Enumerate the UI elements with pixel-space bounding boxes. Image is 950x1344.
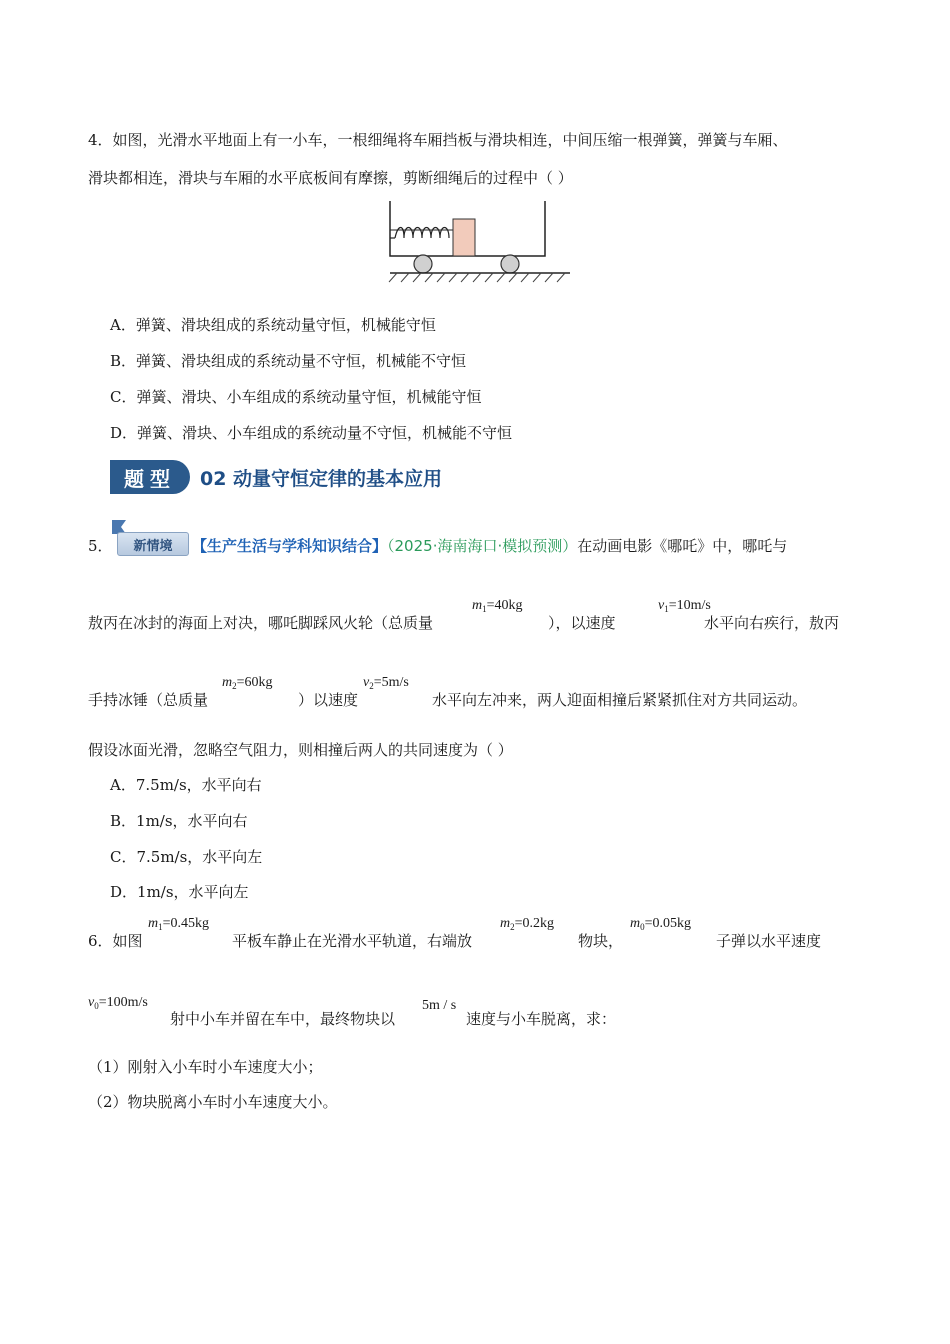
q5-v2-formula: $v_2=5m/s$ bbox=[363, 675, 409, 691]
q6-subquestion-2: （2）物块脱离小车时小车速度大小。 bbox=[88, 1093, 338, 1111]
q6-line1-a: 6．如图 bbox=[88, 932, 143, 950]
q6-line1-d: 子弹以水平速度 bbox=[716, 932, 822, 950]
q5-line4: 假设冰面光滑，忽略空气阻力，则相撞后两人的共同速度为（ ） bbox=[88, 741, 513, 759]
new-context-badge: 新情境 bbox=[117, 532, 189, 556]
q6-m2-value: =0.2kg bbox=[514, 916, 555, 931]
q6-vfinal: 5m / s bbox=[422, 998, 457, 1013]
q4-option-d: D．弹簧、滑块、小车组成的系统动量不守恒，机械能不守恒 bbox=[110, 424, 513, 442]
q5-line1 bbox=[192, 536, 787, 556]
q4-option-b: B．弹簧、滑块组成的系统动量不守恒，机械能不守恒 bbox=[110, 352, 467, 370]
section-title: 02 动量守恒定律的基本应用 bbox=[200, 467, 443, 490]
q6-line2-b: 速度与小车脱离，求： bbox=[466, 1010, 617, 1028]
q5-category: 【生产生活与学科知识结合】 bbox=[192, 537, 388, 555]
section-banner bbox=[110, 460, 442, 494]
q5-line2-a: 敖丙在冰封的海面上对决，哪吒脚踩风火轮（总质量 bbox=[88, 614, 434, 632]
section-tag: 题型 bbox=[110, 460, 190, 494]
q4-stem-line1: 4．如图，光滑水平地面上有一小车，一根细绳将车厢挡板与滑块相连，中间压缩一根弹簧，弹簧与车厢、 bbox=[88, 131, 788, 149]
q5-line3-c: 水平向左冲来，两人迎面相撞后紧紧抓住对方共同运动。 bbox=[432, 691, 808, 709]
q5-option-c: C．7.5m/s，水平向左 bbox=[110, 848, 263, 866]
q5-m1-value: =40kg bbox=[486, 598, 523, 613]
q6-subquestion-1: （1）刚射入小车时小车速度大小； bbox=[88, 1058, 323, 1076]
q6-v0-value: =100m/s bbox=[98, 995, 148, 1010]
q4-option-c: C．弹簧、滑块、小车组成的系统动量守恒，机械能守恒 bbox=[110, 388, 482, 406]
q5-line2-b: ），以速度 bbox=[548, 614, 616, 632]
q5-v1-formula: $v_1=10m/s$ bbox=[658, 598, 711, 614]
q6-line1-c: 物块， bbox=[578, 932, 624, 950]
q5-m2-formula: $m_2=60kg$ bbox=[222, 675, 273, 691]
q4-stem-line2: 滑块都相连，滑块与车厢的水平底板间有摩擦，剪断细绳后的过程中（ ） bbox=[88, 169, 573, 187]
q6-m0-value: =0.05kg bbox=[644, 916, 692, 931]
q5-option-b: B．1m/s，水平向右 bbox=[110, 812, 248, 830]
q5-number: 5． bbox=[88, 537, 113, 555]
q5-m1-formula: $m_1=40kg$ bbox=[472, 598, 523, 614]
q6-line2-a: 射中小车并留在车中，最终物块以 bbox=[170, 1010, 396, 1028]
q5-v1-value: =10m/s bbox=[668, 598, 711, 613]
q4-option-a: A．弹簧、滑块组成的系统动量守恒，机械能守恒 bbox=[110, 316, 436, 334]
q6-m1-value: =0.45kg bbox=[162, 916, 210, 931]
cart-spring-diagram bbox=[385, 198, 575, 284]
q5-line3-a: 手持冰锤（总质量 bbox=[88, 691, 209, 709]
q6-line1-b: 平板车静止在光滑水平轨道，右端放 bbox=[232, 932, 473, 950]
q6-v0-formula: $v_0=100m/s$ bbox=[88, 995, 148, 1011]
q5-v2-value: =5m/s bbox=[373, 675, 409, 690]
q5-option-d: D．1m/s，水平向左 bbox=[110, 883, 249, 901]
q5-line1-tail: 在动画电影《哪吒》中，哪吒与 bbox=[577, 537, 788, 555]
q5-line3-b: ）以速度 bbox=[298, 691, 359, 709]
q5-source: （2025·海南海口·模拟预测） bbox=[387, 537, 578, 555]
q6-m2-formula: $m_2=0.2kg$ bbox=[500, 916, 555, 932]
q6-m1-formula: $m_1=0.45kg$ bbox=[148, 916, 210, 932]
q5-m2-value: =60kg bbox=[236, 675, 273, 690]
q5-option-a: A．7.5m/s，水平向右 bbox=[110, 776, 262, 794]
q6-m0-formula: $m_0=0.05kg$ bbox=[630, 916, 692, 932]
q5-line2-c: 水平向右疾行，敖丙 bbox=[704, 614, 840, 632]
